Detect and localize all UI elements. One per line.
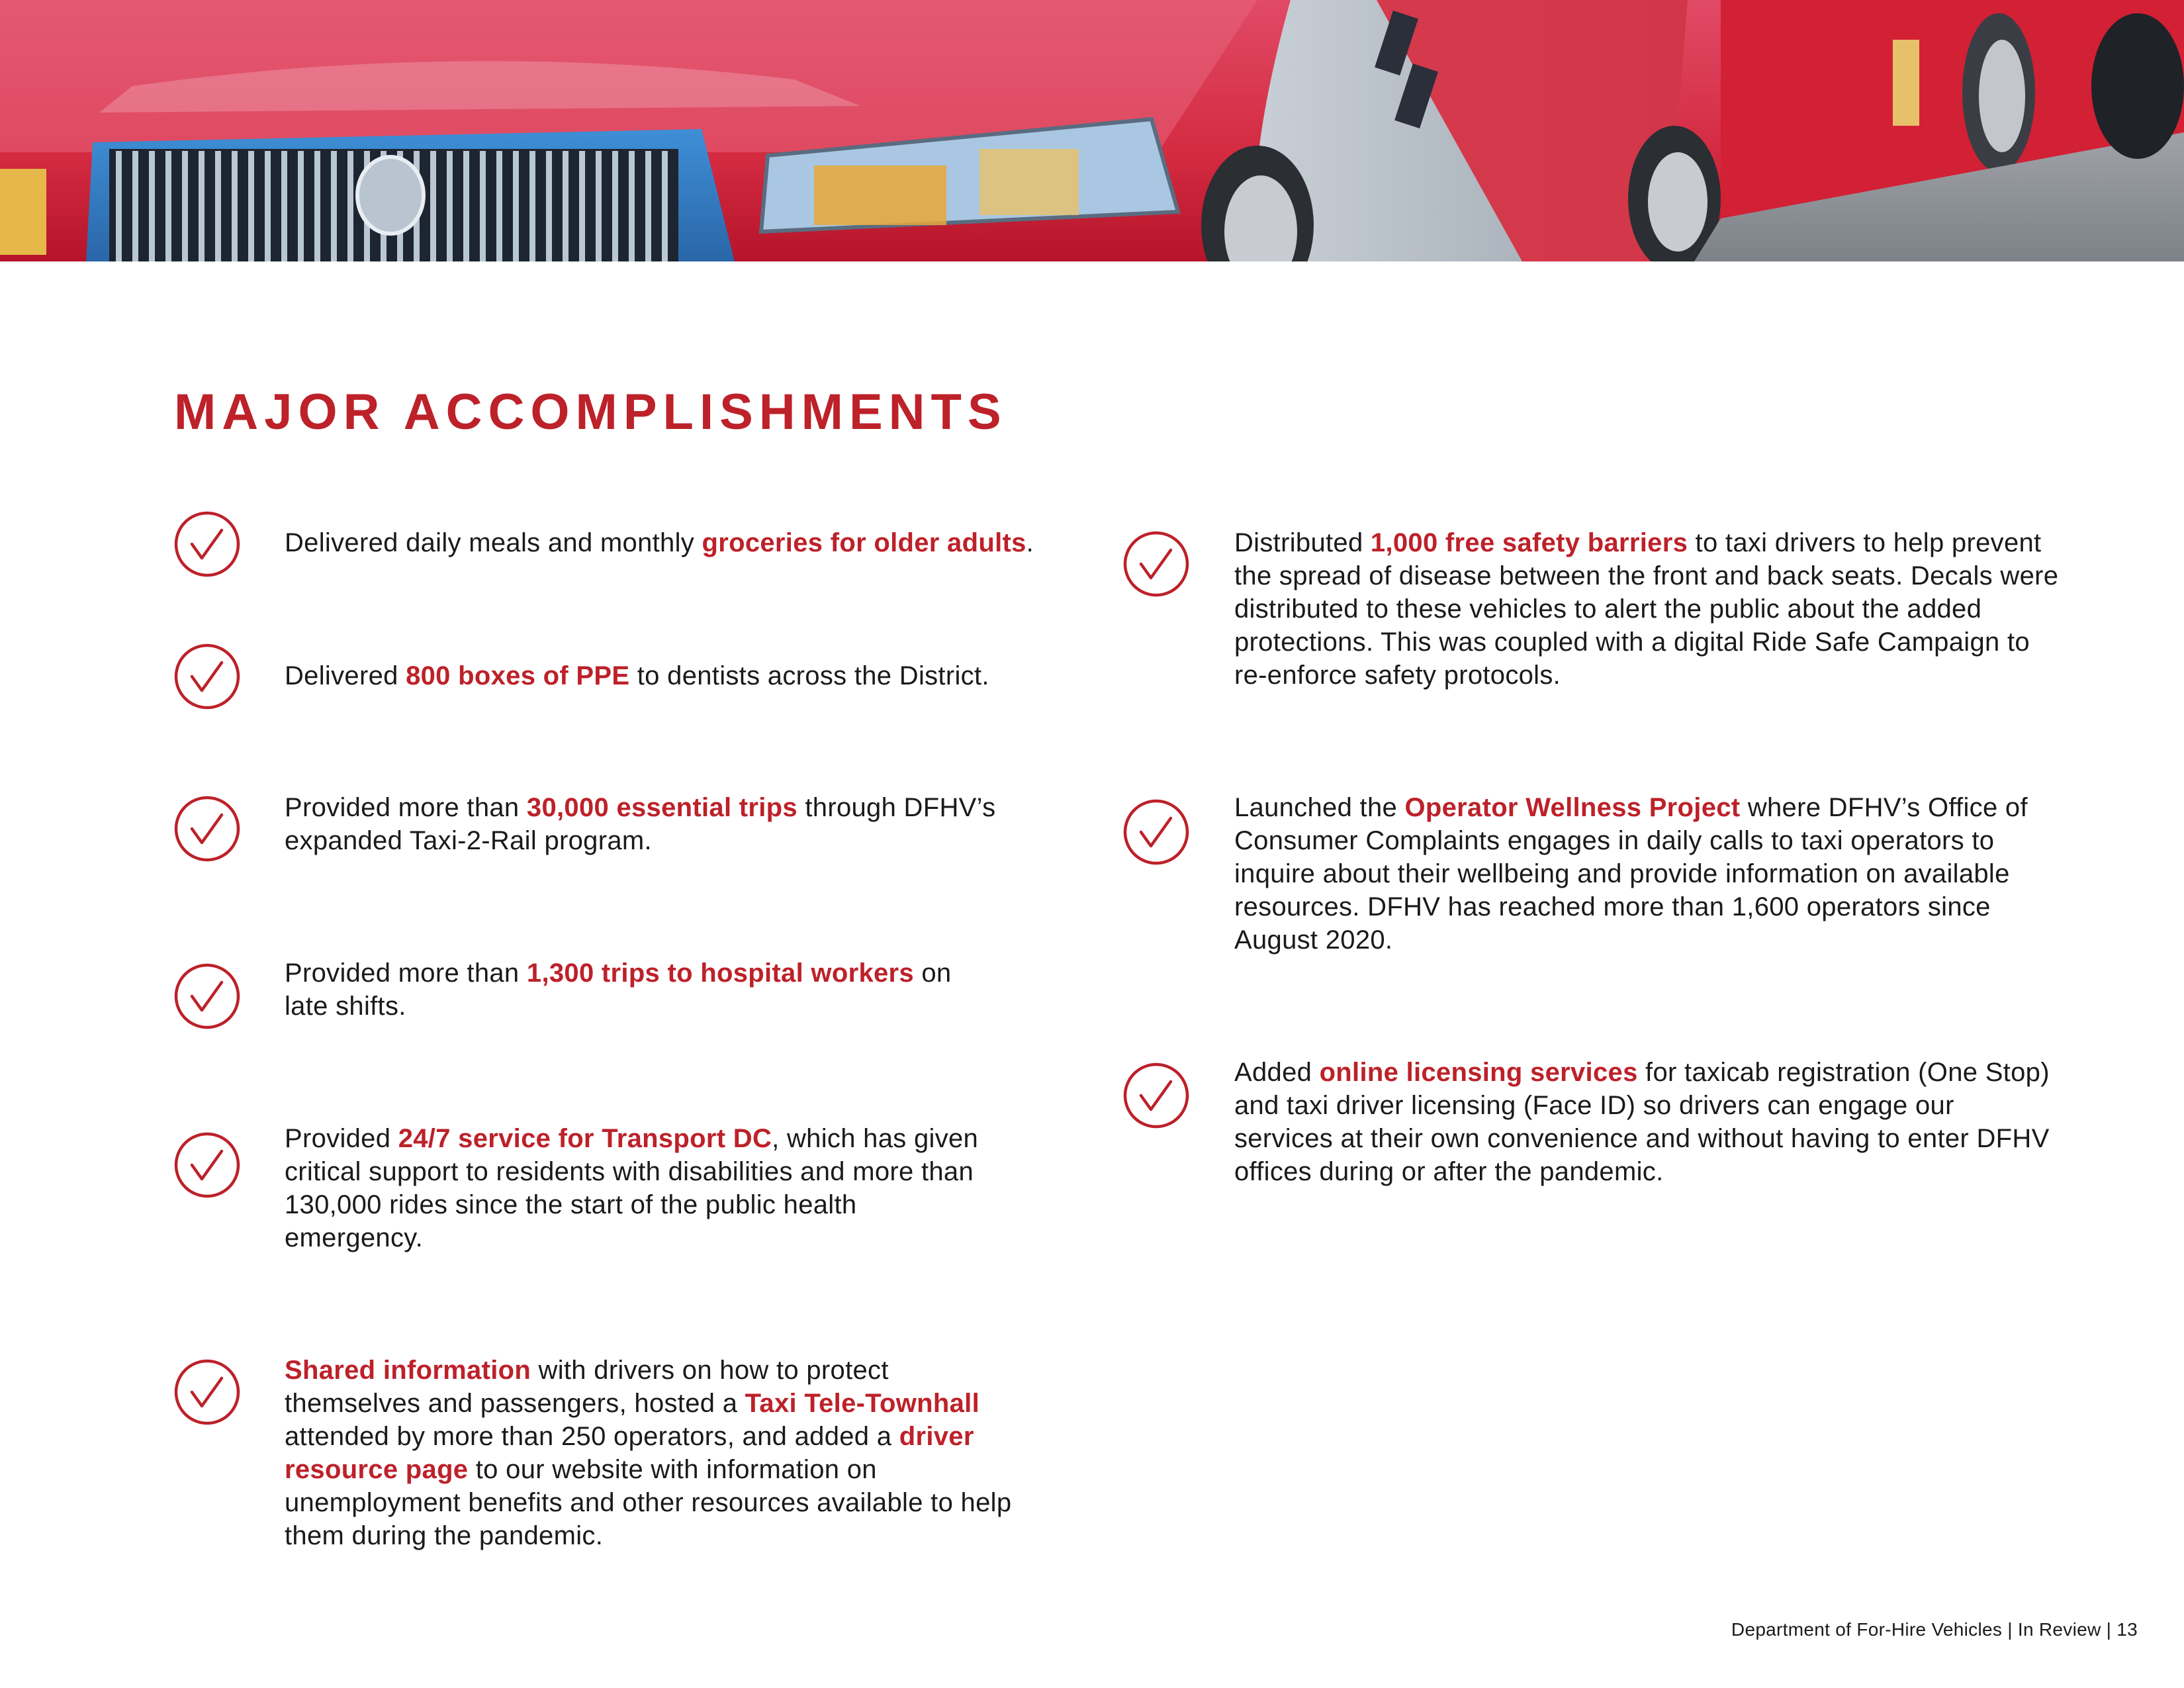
grille-slat xyxy=(165,151,171,261)
grille-slat xyxy=(596,151,602,261)
highlight-phrase: online licensing services xyxy=(1319,1058,1638,1087)
grille-slat xyxy=(215,151,221,261)
grille-slat xyxy=(546,151,552,261)
accomplishment-text xyxy=(285,791,1039,857)
check-circle-icon xyxy=(174,643,240,710)
highlight-phrase: 1,000 free safety barriers xyxy=(1370,528,1688,557)
grille-slat xyxy=(149,151,155,261)
page-footer: Department of For-Hire Vehicles | In Review | 13 xyxy=(1731,1619,2138,1640)
check-circle-icon xyxy=(1123,799,1189,865)
check-circle-icon xyxy=(174,1359,240,1425)
check-circle-icon xyxy=(174,796,240,862)
body-text: through DFHV’s expanded Taxi-2-Rail program. xyxy=(285,793,996,855)
highlight-phrase: Shared information xyxy=(285,1356,531,1385)
grille-slat xyxy=(645,151,651,261)
grille-slat xyxy=(579,151,585,261)
grille-slat xyxy=(347,151,353,261)
accomplishment-text xyxy=(1234,1056,2055,1188)
accomplishment-text xyxy=(285,957,973,1023)
grille-slat xyxy=(629,151,635,261)
grille-slat xyxy=(563,151,569,261)
highlight-phrase: Operator Wellness Project xyxy=(1404,793,1741,822)
highlight-phrase: 800 boxes of PPE xyxy=(406,661,630,690)
check-circle-icon xyxy=(174,963,240,1029)
grille-slat xyxy=(232,151,238,261)
grille-slat xyxy=(248,151,254,261)
check-circle-icon xyxy=(174,1132,240,1198)
second-car-hubcap xyxy=(1979,40,2025,152)
grille-slat xyxy=(513,151,519,261)
highlight-phrase: driver resource page xyxy=(285,1422,974,1484)
highlight-phrase: 1,300 trips to hospital workers xyxy=(526,959,914,988)
second-car-light xyxy=(1893,40,1919,126)
body-text: where DFHV’s Office of Consumer Complaints engages in daily calls to taxi operators to inquire about their wellbeing and provide information on available resources. DFHV has reached more than 1,600 operators since August 2020. xyxy=(1234,793,2028,955)
check-circle-icon xyxy=(1123,1062,1189,1129)
accomplishment-text xyxy=(1234,791,2028,957)
grille-slat xyxy=(662,151,668,261)
body-text: to dentists across the District. xyxy=(629,661,989,690)
grille-slat xyxy=(314,151,320,261)
check-circle-icon xyxy=(1123,531,1189,597)
page-title: MAJOR ACCOMPLISHMENTS xyxy=(174,384,1007,440)
highlight-phrase: groceries for older adults xyxy=(702,528,1026,557)
second-hubcap xyxy=(1648,152,1707,252)
grille-slat xyxy=(265,151,271,261)
highlight-phrase: 30,000 essential trips xyxy=(526,793,797,822)
headlight-inner xyxy=(979,149,1079,215)
grille-slat xyxy=(116,151,122,261)
left-headlight xyxy=(0,169,46,255)
body-text: Delivered daily meals and monthly xyxy=(285,528,702,557)
body-text: Provided more than xyxy=(285,793,527,822)
body-text: . xyxy=(1026,528,1034,557)
highlight-phrase: Taxi Tele-Townhall xyxy=(745,1389,979,1418)
body-text: Added xyxy=(1234,1058,1320,1087)
check-circle-icon xyxy=(174,511,240,577)
accomplishment-text xyxy=(285,659,1079,692)
body-text: , which has given critical support to residents with disabilities and more than 130,000 rides since the start of the public health emergency. xyxy=(285,1124,979,1252)
grille-slat xyxy=(480,151,486,261)
grille-slat xyxy=(612,151,618,261)
body-text: on late shifts. xyxy=(285,959,952,1021)
body-text: to taxi drivers to help prevent the spread of disease between the front and back seats. Decals were distributed to these vehicles to alert the public about the added protections. This was coupled with a digital Ride Safe Campaign to re-enforce safety protocols. xyxy=(1234,528,2059,690)
grille-slat xyxy=(132,151,138,261)
grille-slat xyxy=(529,151,535,261)
body-text: attended by more than 250 operators, and added a xyxy=(285,1422,899,1451)
headlight-amber xyxy=(814,165,946,225)
grille-slat xyxy=(331,151,337,261)
grille-emblem xyxy=(357,157,424,234)
body-text: Provided more than xyxy=(285,959,527,988)
grille-slat xyxy=(281,151,287,261)
grille-slat xyxy=(463,151,469,261)
grille-slat xyxy=(199,151,205,261)
accomplishment-text xyxy=(285,1354,1026,1552)
body-text: Distributed xyxy=(1234,528,1371,557)
grille-slat xyxy=(182,151,188,261)
accomplishment-text xyxy=(1234,526,2068,692)
third-wheel xyxy=(2091,13,2184,159)
grille-slat xyxy=(430,151,436,261)
hero-taxi-photo xyxy=(0,0,2184,261)
body-text: with drivers on how to protect themselves and passengers, hosted a xyxy=(285,1356,889,1418)
taxi-photo-illustration xyxy=(0,0,2184,261)
body-text: Delivered xyxy=(285,661,406,690)
highlight-phrase: 24/7 service for Transport DC xyxy=(398,1124,772,1153)
grille-slat xyxy=(496,151,502,261)
body-text: Provided xyxy=(285,1124,398,1153)
accomplishment-text xyxy=(285,526,1079,559)
body-text: for taxicab registration (One Stop) and taxi driver licensing (Face ID) so drivers can engage our services at their own convenience and without having to enter DFHV offices during or after the pandemic. xyxy=(1234,1058,2050,1186)
grille-slat xyxy=(447,151,453,261)
grille-slat xyxy=(298,151,304,261)
accomplishment-text xyxy=(285,1122,999,1254)
body-text: to our website with information on unemployment benefits and other resources available to help them during the pandemic. xyxy=(285,1455,1012,1550)
body-text: Launched the xyxy=(1234,793,1405,822)
